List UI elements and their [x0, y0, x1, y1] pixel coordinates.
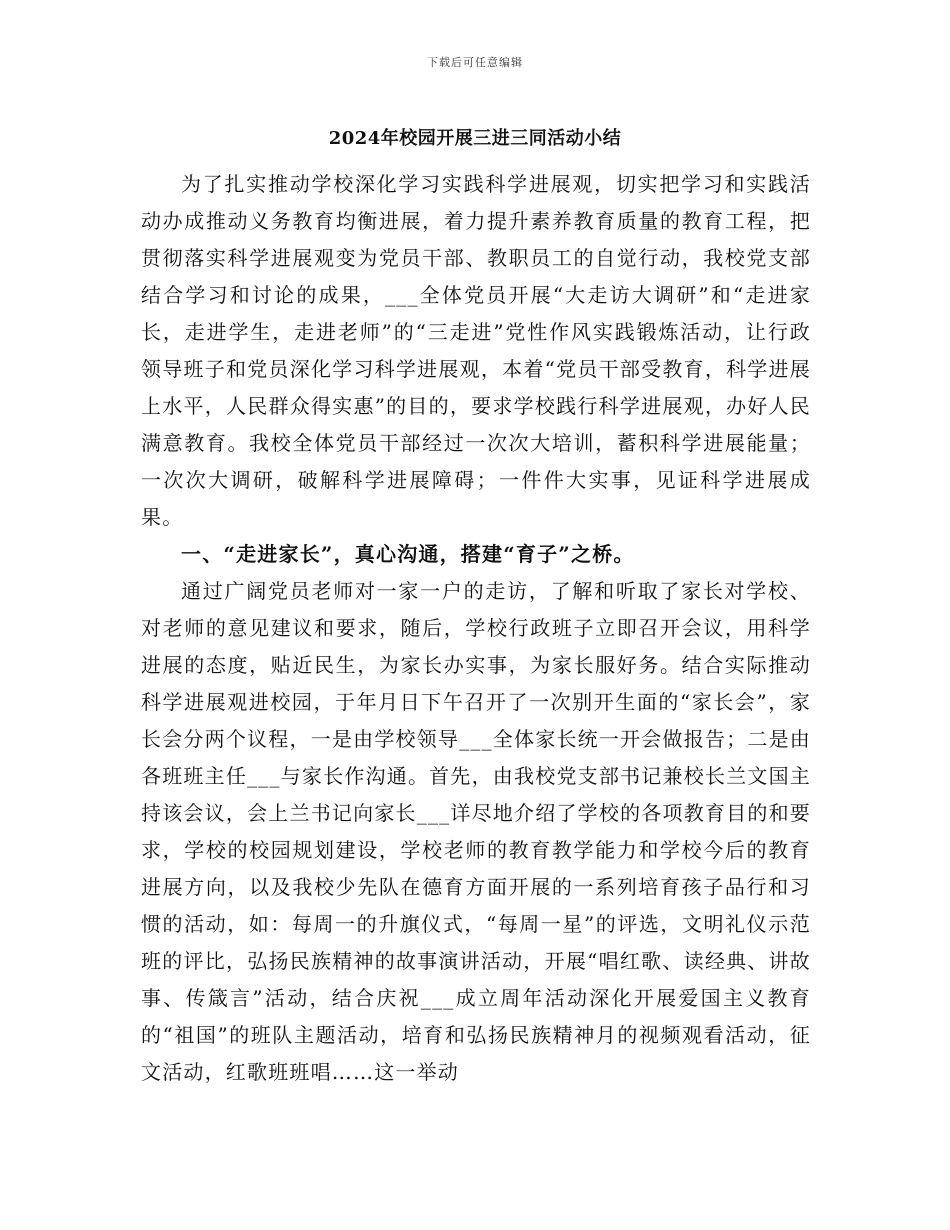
- document-body: [141, 166, 811, 1091]
- page-header-note: 下载后可任意编辑: [427, 56, 523, 69]
- document-title: 2024年校园开展三进三同活动小结: [328, 128, 622, 149]
- section-1-paragraph: 通过广阔党员老师对一家一户的走访，了解和听取了家长对学校、对老师的意见建议和要求，随后，学校行政班子立即召开会议，用科学进展的态度，贴近民生，为家长办实事，为家长服好务。结合实际推动科学进展观进校园，于年月日下午召开了一次别开生面的“家长会”，家长会分两个议程，一是由学校领导___全体家长统一开会做报告；二是由各班班主任___与家长作沟通。首先，由我校党支部书记兼校长兰文国主持该会议，会上兰书记向家长___详尽地介绍了学校的各项教育目的和要求，学校的校园规划建设，学校老师的教育教学能力和学校今后的教育进展方向，以及我校少先队在德育方面开展的一系列培育孩子品行和习惯的活动，如：每周一的升旗仪式，“每周一星”的评选，文明礼仪示范班的评比，弘扬民族精神的故事演讲活动，开展“唱红歌、读经典、讲故事、传箴言”活动，结合庆祝___成立周年活动深化开展爱国主义教育的“祖国”的班队主题活动，培育和弘扬民族精神月的视频观看活动，征文活动，红歌班班唱……这一举动: [141, 579, 811, 1084]
- intro-paragraph: 为了扎实推动学校深化学习实践科学进展观，切实把学习和实践活动办成推动义务教育均衡进展，着力提升素养教育质量的教育工程，把贯彻落实科学进展观变为党员干部、教职员工的自觉行动，我校党支部结合学习和讨论的成果，___全体党员开展“大走访大调研”和“走进家长，走进学生，走进老师”的“三走进”党性作风实践锻炼活动，让行政领导班子和党员深化学习科学进展观，本着“党员干部受教育，科学进展上水平，人民群众得实惠”的目的，要求学校践行科学进展观，办好人民满意教育。我校全体党员干部经过一次次大培训，蓄积科学进展能量；一次次大调研，破解科学进展障碍；一件件大实事，见证科学进展成果。: [141, 172, 811, 529]
- section-heading-1: 一、“走进家长”，真心沟通，搭建“育子”之桥。: [181, 542, 635, 566]
